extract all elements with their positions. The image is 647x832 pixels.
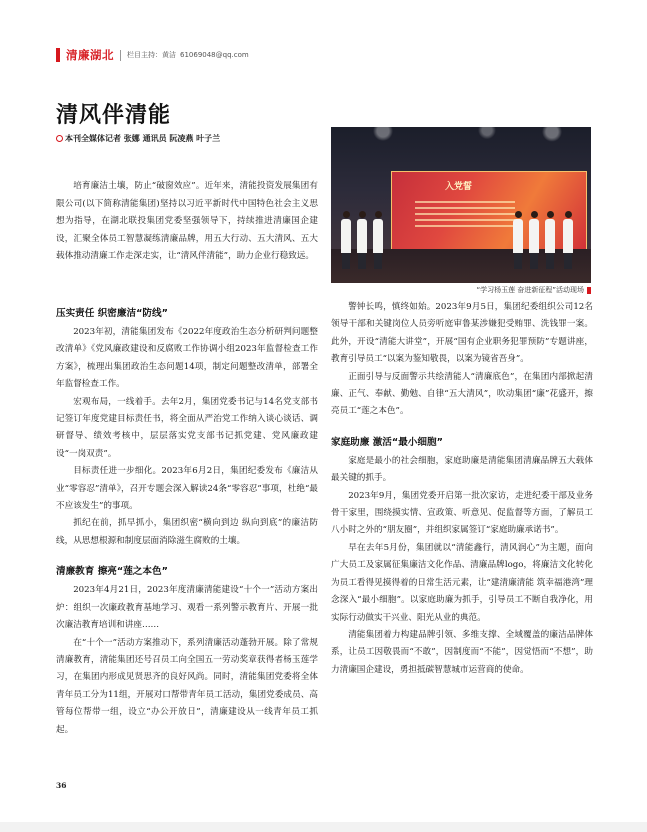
left-column [56, 306, 318, 739]
article-intro: 培育廉洁土壤，防止“破窗效应”。近年来，清能投资发展集团有限公司(以下简称清能集团)坚持以习近平新时代中国特色社会主义思想为指导，在湖北联投集团党委坚强领导下，持续推进清廉国企建设，汇聚全体员工智慧凝练清廉品牌，用五大行动、五大清风、五大载体推动清廉工作走深走实，让“清风伴清能”，助力企业行稳致远。 [56, 181, 318, 262]
right-column [331, 299, 593, 679]
paragraph: 在“十个一”活动方案推动下，系列清廉活动蓬勃开展。除了常规清廉教育，清能集团还号召员工向全国五一劳动奖章获得者杨玉莲学习，在集团内形成见贤思齐的良好风尚。同时，清能集团党委将全体青年员工分为11组，开展对口帮带青年员工活动，集团党委成员、高管每位帮带一组，设立“办公开放日”，清廉建设从一线青年员工抓起。 [56, 637, 318, 735]
person-figure [513, 211, 523, 269]
section-heading: 清廉教育 擦亮“莲之本色” [56, 566, 168, 578]
page-number: 36 [56, 781, 67, 790]
stage-lights [331, 127, 591, 167]
paragraph: 抓纪在前，抓早抓小，集团织密“横向到边 纵向到底”的廉洁防线，从思想根源和制度层面消除滋生腐败的土壤。 [56, 518, 318, 546]
person-figure [357, 211, 367, 269]
section-name: 清廉湖北 [66, 48, 114, 62]
person-figure [373, 211, 383, 269]
section-heading: 压实责任 织密廉洁“防线” [56, 308, 168, 319]
paragraph: 早在去年5月份，集团就以“清能鑫行，清风润心”为主题，面向广大员工及家属征集廉洁文化作品、清廉品牌logo，将廉洁文化转化为员工看得见摸得着的日常生活元素，让“建清廉清能 筑幸福港湾”理念深入“最小细胞”。以家庭助廉为抓手，引导员工不断自我净化，用实际行动做实干兴业、阳光从业的典范。 [331, 542, 593, 623]
flower-icon [56, 135, 63, 142]
paragraph: 2023年初，清能集团发布《2022年度政治生态分析研判问题整改清单》《党风廉政建设和反腐败工作协调小组2023年监督检查工作方案》，梳理出集团政治生态问题14项，制定问题整改清单，部署全年监督检查工作。 [56, 327, 318, 390]
oath-text-lines [415, 201, 515, 229]
paragraph: 目标责任进一步细化。2023年6月2日，集团纪委发布《廉洁从业“零容忍”清单》，召开专题会深入解读24条“零容忍”事项，杜绝“最不应该发生”的事项。 [56, 466, 318, 512]
article-title: 清风伴清能 [56, 103, 172, 128]
paragraph: 宏观布局，一线着手。去年2月，集团党委书记与14名党支部书记签订年度党建目标责任书，将全面从严治党工作纳入谈心谈话、调研督导、绩效考核中，层层落实党支部书记抓党建、党风廉政建设“一岗双责”。 [56, 396, 318, 459]
person-figure [341, 211, 351, 269]
paragraph: 清能集团着力构建品牌引领、多维支撑、全域覆盖的廉洁品牌体系，让员工因敬畏而“不敢”，因制度而“不能”，因觉悟而“不想”，助力清廉国企建设，勇担抵碳智慧城市运营商的使命。 [331, 629, 593, 675]
paragraph: 2023年9月，集团党委开启第一批次家访，走进纪委干部及业务骨干家里，围绕摸实情、宣政策、听意见、促监督等方面，了解员工八小时之外的“朋友圈”，并组织家属签订“家庭助廉承诺书”。 [331, 490, 593, 536]
paragraph: 2023年4月21日，2023年度清廉清能建设“十个一”活动方案出炉：组织一次廉政教育基地学习、观看一系列警示教育片、开展一批次廉洁教育培训和讲座…… [56, 585, 318, 631]
paragraph: 家庭是最小的社会细胞，家庭助廉是清能集团清廉品牌五大载体最关键的抓手。 [331, 455, 593, 484]
stage-banner-text: 入党誓 [445, 182, 473, 192]
section-heading: 家庭助廉 激活“最小细胞” [331, 436, 443, 448]
column-editor: 栏目主持：黄洁 [127, 51, 176, 59]
person-figure [545, 211, 555, 269]
page-bottom-edge [0, 822, 647, 832]
event-photo [331, 127, 591, 283]
header-divider [120, 50, 121, 61]
photo-caption-text: “学习杨玉莲 奋进新征程”活动现场 [476, 286, 584, 294]
photo-caption [331, 285, 591, 295]
paragraph: 警钟长鸣，慎终如始。2023年9月5日，集团纪委组织公司12名领导干部和关键岗位人员旁听庭审鲁某涉嫌犯受贿罪、洗钱罪一案。此外，开设“清能大讲堂”，开展“国有企业职务犯罪预防”专题讲座，教育引导员工“以案为鉴知敬畏，以案为镜省吾身”。 [331, 302, 593, 365]
caption-marker [587, 287, 591, 294]
person-figure [563, 211, 573, 269]
byline-text: 本刊全媒体记者 张娜 通讯员 阮凌燕 叶子兰 [65, 134, 221, 143]
header-accent-bar [56, 48, 60, 62]
byline [56, 133, 220, 144]
section-header [56, 48, 249, 62]
paragraph: 正面引导与反面警示共绘清能人“清廉底色”，在集团内部掀起清廉、正气、奉献、勤勉、自律“五大清风”，吹动集团“廉”花盛开，擦亮员工“莲之本色”。 [331, 371, 593, 417]
person-figure [529, 211, 539, 269]
editor-email: 61069048@qq.com [180, 51, 249, 59]
